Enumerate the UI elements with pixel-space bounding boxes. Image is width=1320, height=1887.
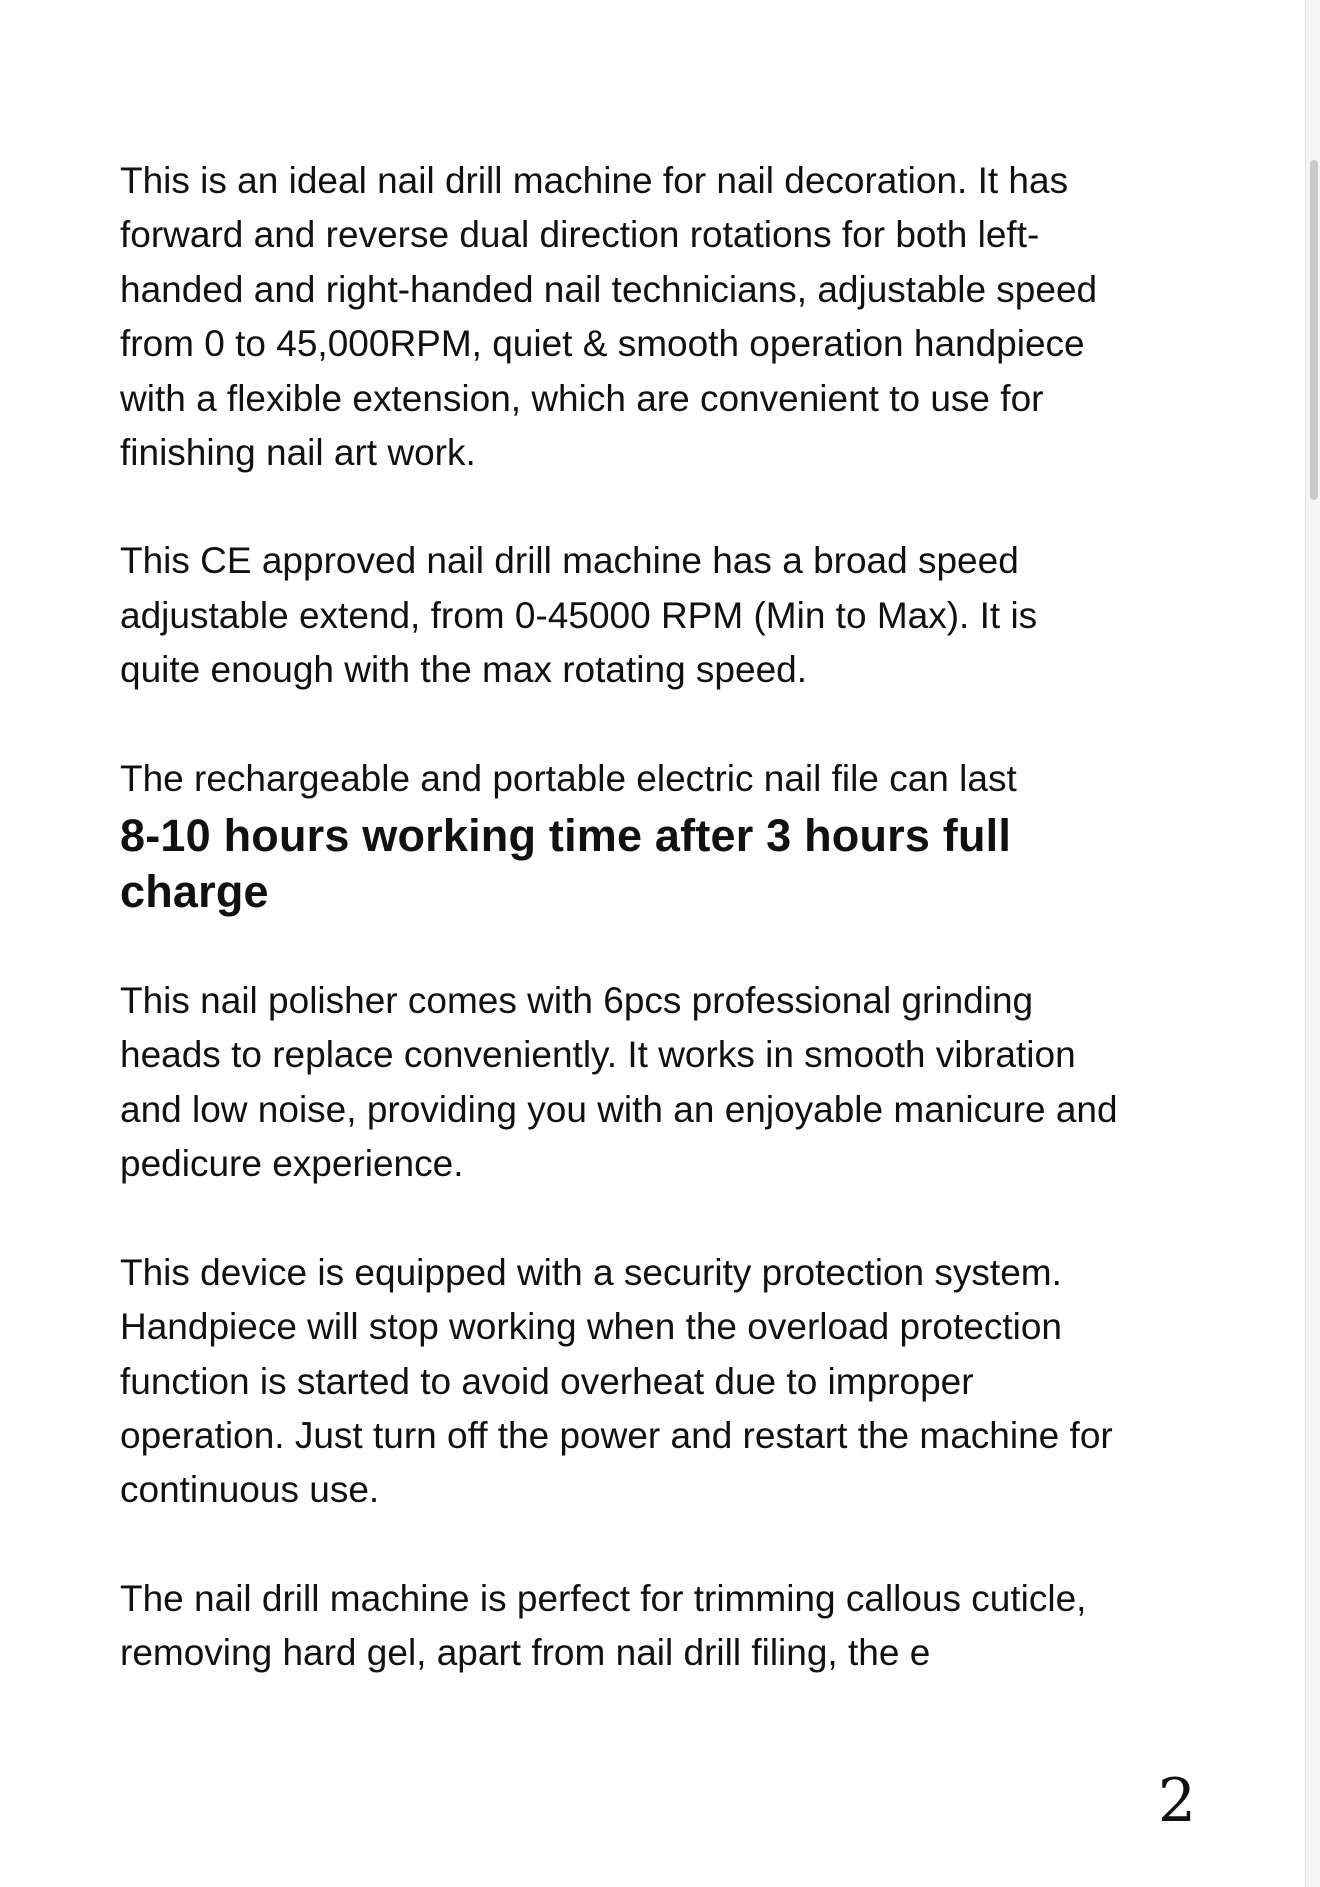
battery-emphasis-text: 8-10 hours working time after 3 hours full charge [120,810,1012,918]
vertical-scrollbar[interactable] [1305,0,1320,1887]
paragraph-spacer [120,480,1120,534]
paragraph-ce-approval: This CE approved nail drill machine has a broad speed adjustable extend, from 0-45000 RPM (Min to Max). It is quite enough with the max rotating speed. [120,540,1038,691]
scrollbar-thumb[interactable] [1310,160,1318,500]
paragraph-protection: This device is equipped with a security protection system. Handpiece will stop working when the overload protection function is started to avoid overheat due to improper operation. Just turn off the power and restart the machine for continuous use. [120,1251,1113,1511]
paragraph-intro: This is an ideal nail drill machine for nail decoration. It has forward and reverse dual direction rotations for both left-handed and right-handed nail technicians, adjustable speed from 0 to 45,000RPM, quiet & smooth operation handpiece with a flexible extension, which are convenient to use for finishing nail art work. [120,160,1098,474]
paragraph-battery [120,752,1120,920]
paragraph-spacer [120,920,1120,974]
document-body [120,154,1120,1681]
paragraph-uses: The nail drill machine is perfect for trimming callous cuticle, removing hard gel, apart from nail drill filing, the e [120,1577,1087,1674]
paragraph-spacer [120,1518,1120,1572]
paragraph-grinding-heads: This nail polisher comes with 6pcs professional grinding heads to replace conveniently. It works in smooth vibration and low noise, providing you with an enjoyable manicure and pedicure experience. [120,980,1118,1185]
battery-lead-text: The rechargeable and portable electric nail file can last [120,757,1017,799]
paragraph-spacer [120,1192,1120,1246]
page-number: 2 [1157,1766,1196,1836]
paragraph-spacer [120,698,1120,752]
